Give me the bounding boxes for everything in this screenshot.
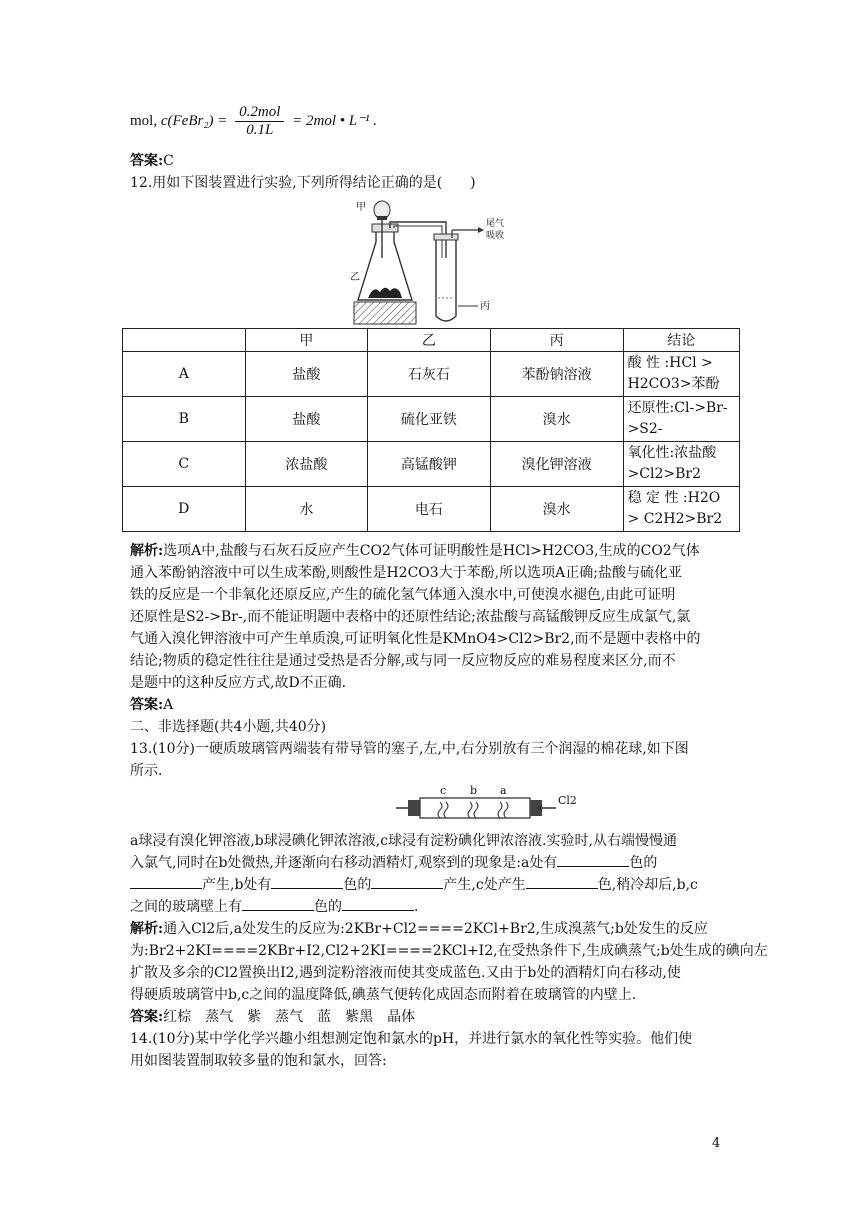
cotton-ball-b: [468, 802, 478, 818]
text: 色的: [343, 877, 372, 893]
formula-fraction: [235, 104, 284, 139]
table-cell-conclusion: 酸 性 :HCl > H2CO3>苯酚: [623, 352, 739, 397]
glass-tube-figure: [396, 784, 580, 824]
label-b: b: [470, 784, 478, 797]
question-13-stem: 13.(10分)一硬质玻璃管两端装有带导管的塞子,左,中,右分别放有三个润湿的棉花球,如下图: [130, 741, 689, 757]
label-a: a: [500, 784, 507, 797]
text: 产生,c处产生: [443, 877, 526, 893]
label-bing: 丙: [480, 301, 490, 312]
analysis-13-line: 得硬质玻璃管中b,c之间的温度降低,碘蒸气便转化成固态而附着在玻璃管的内壁上.: [130, 987, 637, 1003]
analysis-label: 解析:: [130, 543, 164, 559]
table-cell: 高锰酸钾: [368, 442, 491, 487]
analysis-13-line: 扩散及多余的Cl2置换出I2,遇到淀粉溶液而使其变成蓝色.又由于b处的酒精灯向右移动,使: [130, 965, 681, 981]
cotton-ball-a: [498, 802, 508, 818]
table-cell: 苯酚钠溶液: [490, 352, 623, 397]
table-cell-conclusion: 氧化性:浓盐酸>Cl2>Br2: [623, 442, 739, 487]
answer-label: 答案:: [130, 153, 164, 169]
table-header-row: [123, 329, 740, 352]
table-cell: 盐酸: [245, 397, 368, 442]
table-cell: 硫化亚铁: [368, 397, 491, 442]
table-cell: 水: [245, 487, 368, 532]
analysis-12-line: 铁的反应是一个非氧化还原反应,产生的硫化氢气体通入溴水中,可使溴水褪色,由此可证明: [130, 587, 676, 603]
question-13-body: [130, 874, 740, 896]
answer-12: [130, 694, 740, 716]
question-13-stem: 所示.: [130, 763, 163, 779]
page-number: 4: [712, 1136, 721, 1151]
table-cell: B: [123, 397, 246, 442]
section-heading: 二、非选择题(共4小题,共40分): [130, 719, 327, 735]
table-header-cell: 丙: [490, 329, 623, 352]
question-13-body: a球浸有溴化钾溶液,b球浸碘化钾浓溶液,c球浸有淀粉碘化钾浓溶液.实验时,从右端慢慢通: [130, 833, 677, 849]
label-absorb: 吸收: [486, 231, 505, 241]
text: 之间的玻璃壁上有: [130, 899, 242, 915]
analysis-12-line: 结论;物质的稳定性往往是通过受热是否分解,或与同一反应物反应的难易程度来区分,而不: [130, 653, 676, 669]
answer-11: [130, 150, 740, 172]
answer-value: A: [163, 697, 174, 713]
label-c: c: [440, 784, 447, 797]
question-14-stem: 14.(10分)某中学化学兴趣小组想测定饱和氯水的pH，并进行氯水的氧化性等实验。他们使: [130, 1031, 693, 1047]
text: 产生,b处有: [202, 877, 272, 893]
table-row: [123, 442, 740, 487]
answer-value: C: [163, 153, 174, 169]
answer-label: 答案:: [130, 697, 164, 713]
apparatus-figure: [350, 198, 530, 328]
text: 色,稍冷却后,b,c: [597, 877, 698, 893]
fill-blank[interactable]: [371, 874, 443, 889]
analysis-text: 选项A中,盐酸与石灰石反应产生CO2气体可证明酸性是HCl>H2CO3,生成的CO2气体: [163, 543, 700, 559]
question-14-stem: 用如图装置制取较多量的饱和氯水，回答:: [130, 1053, 387, 1069]
text: 色的: [629, 855, 658, 871]
formula-line: [130, 104, 377, 150]
table-cell: D: [123, 487, 246, 532]
label-cl2: Cl2: [558, 794, 577, 807]
fill-blank[interactable]: [526, 874, 598, 889]
text: 色的: [314, 899, 342, 915]
table-cell: C: [123, 442, 246, 487]
fill-blank[interactable]: [557, 852, 629, 867]
table-cell: 溴水: [490, 397, 623, 442]
formula-prefix: mol,: [130, 112, 158, 129]
table-cell: 溴水: [490, 487, 623, 532]
question-13-body: [130, 896, 740, 918]
analysis-13-line: 为:Br2+2KI====2KBr+I2,Cl2+2KI====2KCl+I2,在受热条件下,生成碘蒸气;b处生成的碘向左: [130, 943, 768, 959]
text: 入氯气,同时在b处微热,并逐渐向右移动酒精灯,观察到的现象是:a处有: [130, 855, 558, 871]
answer-value: 红棕 蒸气 紫 蒸气 蓝 紫黑 晶体: [163, 1009, 416, 1025]
answer-13: [130, 1006, 740, 1028]
analysis-12-line: 气通入溴化钾溶液中可产生单质溴,可证明氧化性是KMnO4>Cl2>Br2,而不是题中表格中的: [130, 631, 701, 647]
table-cell: 盐酸: [245, 352, 368, 397]
label-jia: 甲: [356, 202, 366, 213]
analysis-12-line: 还原性是S2->Br-,而不能证明题中表格中的还原性结论;浓盐酸与高锰酸钾反应生成氯气,氯: [130, 609, 691, 625]
answer-label: 答案:: [130, 1009, 164, 1025]
table-cell: A: [123, 352, 246, 397]
fill-blank[interactable]: [342, 896, 414, 911]
analysis-12-line: [130, 540, 740, 562]
fill-blank[interactable]: [130, 874, 202, 889]
table-cell-conclusion: 稳 定 性 :H2O > C2H2>Br2: [623, 487, 739, 532]
label-tail-gas: 尾气: [486, 219, 505, 229]
fill-blank[interactable]: [271, 874, 343, 889]
table-header-cell: 乙: [368, 329, 491, 352]
fill-blank[interactable]: [242, 896, 314, 911]
table-row: [123, 397, 740, 442]
text: .: [414, 899, 419, 915]
table-row: [123, 487, 740, 532]
analysis-12-line: 通入苯酚钠溶液中可以生成苯酚,则酸性是H2CO3大于苯酚,所以选项A正确;盐酸与硫化亚: [130, 565, 682, 581]
formula-denominator: 0.1L: [246, 122, 274, 138]
analysis-label: 解析:: [130, 921, 164, 937]
table-cell: 石灰石: [368, 352, 491, 397]
formula-numerator: 0.2mol: [235, 104, 284, 122]
formula-rhs: = 2mol • L⁻¹ .: [292, 112, 378, 129]
options-table: [122, 328, 740, 532]
analysis-12-line: 是题中的这种反应方式,故D不正确.: [130, 675, 347, 691]
formula-lhs: c(FeBr₂) =: [160, 112, 228, 129]
label-yi: 乙: [350, 272, 360, 283]
table-cell: 浓盐酸: [245, 442, 368, 487]
table-cell-conclusion: 还原性:Cl->Br->S2-: [623, 397, 739, 442]
table-header-cell: 结论: [623, 329, 739, 352]
table-cell: 电石: [368, 487, 491, 532]
question-13-body: [130, 852, 740, 874]
question-12-stem: 12.用如下图装置进行实验,下列所得结论正确的是( ): [130, 175, 476, 191]
analysis-13-line: [130, 918, 740, 940]
table-header-cell: 甲: [245, 329, 368, 352]
table-header-cell: [123, 329, 246, 352]
cotton-ball-c: [438, 802, 448, 818]
table-cell: 溴化钾溶液: [490, 442, 623, 487]
table-row: [123, 352, 740, 397]
analysis-text: 通入Cl2后,a处发生的反应为:2KBr+Cl2====2KCl+Br2,生成溴蒸气;b处发生的反应: [163, 921, 708, 937]
